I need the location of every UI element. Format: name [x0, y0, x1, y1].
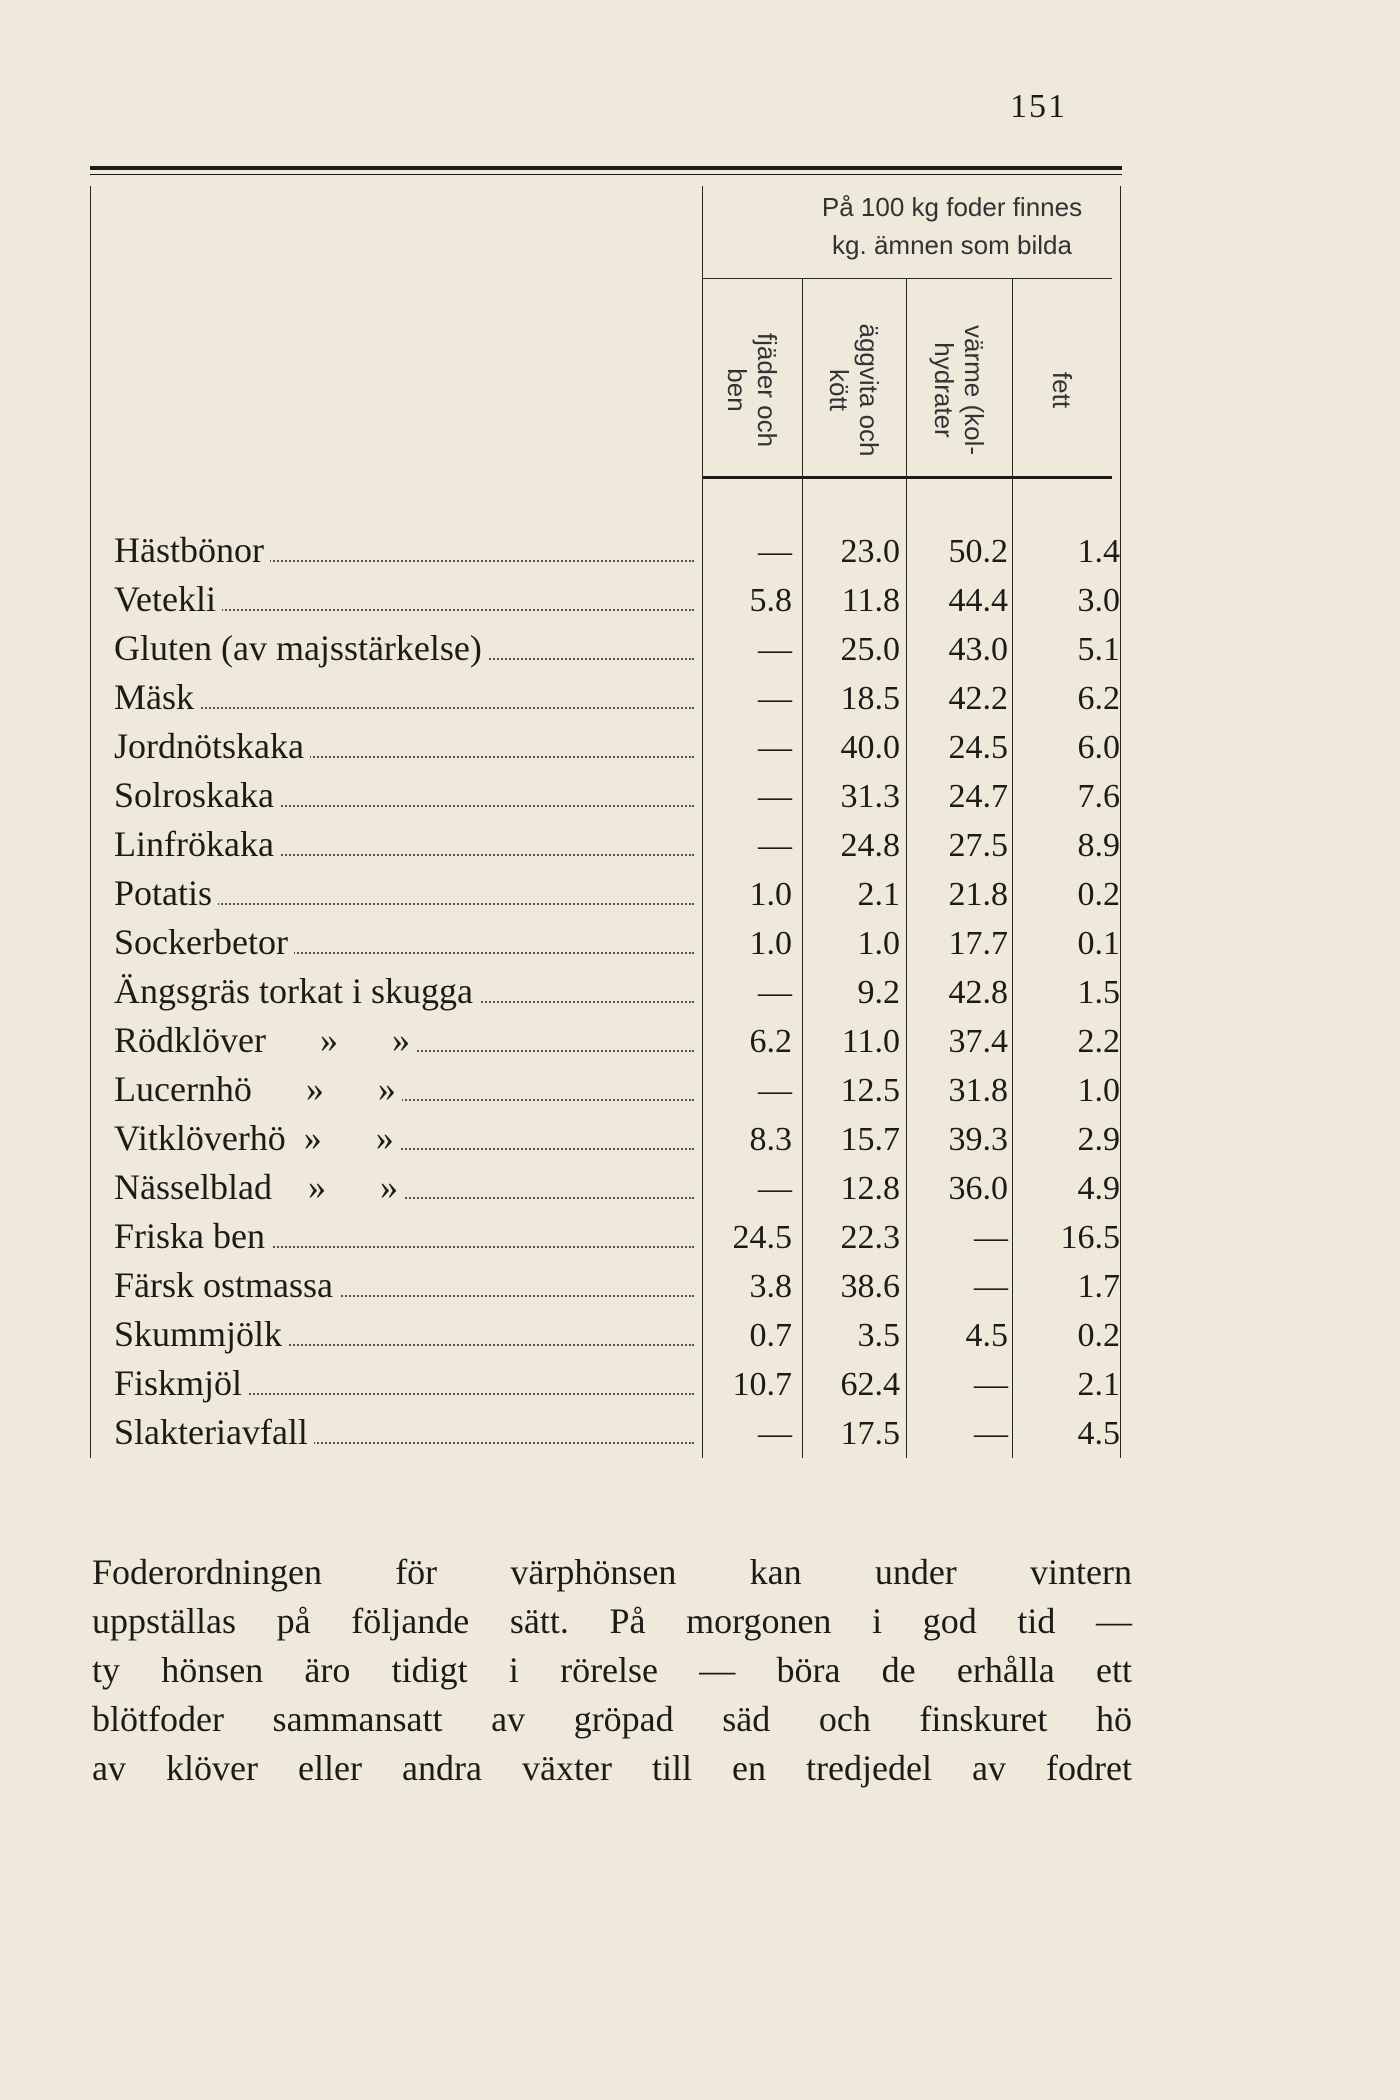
row-value: —	[974, 1415, 1008, 1452]
row-name	[114, 579, 704, 619]
row-value: 24.5	[948, 729, 1008, 766]
row-value: 17.5	[840, 1415, 900, 1452]
row-value: —	[758, 533, 792, 570]
row-name	[114, 677, 704, 717]
row-name-text: Friska ben	[114, 1216, 271, 1256]
row-name	[114, 1265, 704, 1305]
paragraph-line: blötfoder sammansatt av gröpad säd och finskuret hö	[92, 1699, 1132, 1739]
row-value: 10.7	[732, 1366, 792, 1403]
column-header-bone-label: fjäder och ben	[722, 332, 782, 448]
body-paragraph	[92, 1548, 1132, 1793]
row-value: 2.1	[857, 876, 900, 913]
table-row	[90, 969, 1122, 1015]
row-name-text: Mäsk	[114, 677, 200, 717]
row-name-text: Hästbönor	[114, 530, 270, 570]
row-value: 50.2	[948, 533, 1008, 570]
table-row	[90, 1361, 1122, 1407]
row-value: 1.0	[1077, 1072, 1120, 1109]
row-name-text: Gluten (av majsstärkelse)	[114, 628, 488, 668]
leader-dots	[114, 707, 694, 709]
row-name	[114, 1020, 704, 1060]
table-row	[90, 871, 1122, 917]
row-value: 5.1	[1077, 631, 1120, 668]
row-name-text: Vitklöverhö » »	[114, 1118, 400, 1158]
top-rule-thin	[90, 174, 1122, 175]
row-name	[114, 1314, 704, 1354]
row-value: 42.2	[948, 680, 1008, 717]
table-row	[90, 1018, 1122, 1064]
row-name-text: Färsk ostmassa	[114, 1265, 339, 1305]
row-value: 4.5	[1077, 1415, 1120, 1452]
row-value: 1.7	[1077, 1268, 1120, 1305]
table-row	[90, 1165, 1122, 1211]
row-name-text: Skummjölk	[114, 1314, 288, 1354]
paragraph-line: av klöver eller andra växter till en tredjedel av fodret	[92, 1748, 1132, 1788]
row-value: 9.2	[857, 974, 900, 1011]
row-value: —	[758, 974, 792, 1011]
row-value: 11.8	[841, 582, 900, 619]
table-row	[90, 1067, 1122, 1113]
row-value: —	[758, 827, 792, 864]
row-name-text: Sockerbetor	[114, 922, 294, 962]
row-value: 1.5	[1077, 974, 1120, 1011]
row-name	[114, 873, 704, 913]
column-header-carbohydrates	[906, 282, 1012, 498]
row-value: 5.8	[749, 582, 792, 619]
table-row	[90, 675, 1122, 721]
row-value: 7.6	[1077, 778, 1120, 815]
row-name-text: Ängsgräs torkat i skugga	[114, 971, 479, 1011]
column-header-fat	[1012, 282, 1112, 498]
row-value: 11.0	[841, 1023, 900, 1060]
row-value: 15.7	[840, 1121, 900, 1158]
table-row	[90, 773, 1122, 819]
table-row	[90, 1312, 1122, 1358]
row-value: 2.2	[1077, 1023, 1120, 1060]
table-row	[90, 577, 1122, 623]
row-name-text: Potatis	[114, 873, 218, 913]
row-name	[114, 628, 704, 668]
row-value: —	[758, 680, 792, 717]
row-value: 3.8	[749, 1268, 792, 1305]
page-number: 151	[1010, 88, 1067, 125]
row-name	[114, 726, 704, 766]
row-value: 0.1	[1077, 925, 1120, 962]
row-value: 3.5	[857, 1317, 900, 1354]
row-value: 18.5	[840, 680, 900, 717]
table-row	[90, 1214, 1122, 1260]
top-rule	[90, 166, 1122, 170]
column-header-carbohydrates-label: värme (kol- hydrater	[929, 324, 989, 456]
column-header-fat-label: fett	[1047, 371, 1077, 409]
row-value: —	[758, 1170, 792, 1207]
row-name	[114, 1118, 704, 1158]
row-value: 6.2	[1077, 680, 1120, 717]
row-value: 43.0	[948, 631, 1008, 668]
row-value: 42.8	[948, 974, 1008, 1011]
row-value: 40.0	[840, 729, 900, 766]
row-value: 2.1	[1077, 1366, 1120, 1403]
row-value: 24.8	[840, 827, 900, 864]
table-row	[90, 1263, 1122, 1309]
header-bottom-rule	[702, 476, 1112, 479]
row-name-text: Fiskmjöl	[114, 1363, 248, 1403]
row-name	[114, 971, 704, 1011]
table-row	[90, 822, 1122, 868]
row-name	[114, 775, 704, 815]
row-name-text: Nässelblad » »	[114, 1167, 404, 1207]
table-row	[90, 626, 1122, 672]
table-row	[90, 1410, 1122, 1456]
row-value: 31.8	[948, 1072, 1008, 1109]
row-name	[114, 824, 704, 864]
row-name-text: Jordnötskaka	[114, 726, 310, 766]
row-name	[114, 1216, 704, 1256]
row-value: 4.9	[1077, 1170, 1120, 1207]
row-name	[114, 1069, 704, 1109]
row-value: 27.5	[948, 827, 1008, 864]
row-value: 24.7	[948, 778, 1008, 815]
paragraph-line: Foderordningen för värphönsen kan under vintern	[92, 1552, 1132, 1592]
paragraph-line: uppställas på följande sätt. På morgonen i god tid —	[92, 1601, 1132, 1641]
table-header-line1: På 100 kg foder finnes	[821, 192, 1083, 222]
row-value: 37.4	[948, 1023, 1008, 1060]
row-name-text: Lucernhö » »	[114, 1069, 402, 1109]
row-value: 2.9	[1077, 1121, 1120, 1158]
row-value: 12.5	[840, 1072, 900, 1109]
row-value: —	[758, 1072, 792, 1109]
row-value: 8.9	[1077, 827, 1120, 864]
row-value: 3.0	[1077, 582, 1120, 619]
row-value: 36.0	[948, 1170, 1008, 1207]
row-value: 12.8	[840, 1170, 900, 1207]
row-value: 31.3	[840, 778, 900, 815]
table-row	[90, 724, 1122, 770]
row-value: 44.4	[948, 582, 1008, 619]
row-name-text: Solroskaka	[114, 775, 280, 815]
row-name-text: Vetekli	[114, 579, 222, 619]
row-value: —	[974, 1268, 1008, 1305]
row-value: 1.0	[749, 925, 792, 962]
paragraph-line: ty hönsen äro tidigt i rörelse — böra de erhålla ett	[92, 1650, 1132, 1690]
row-value: 17.7	[948, 925, 1008, 962]
column-header-protein-label: äggvita och kött	[824, 323, 884, 457]
row-name	[114, 1412, 704, 1452]
row-value: 21.8	[948, 876, 1008, 913]
row-value: 6.2	[749, 1023, 792, 1060]
row-value: —	[758, 631, 792, 668]
row-name	[114, 1167, 704, 1207]
row-value: 1.4	[1077, 533, 1120, 570]
row-value: —	[974, 1219, 1008, 1256]
row-value: 4.5	[965, 1317, 1008, 1354]
row-value: 0.7	[749, 1317, 792, 1354]
table-row	[90, 1116, 1122, 1162]
row-value: 25.0	[840, 631, 900, 668]
feed-composition-table	[90, 166, 1122, 1458]
row-value: 62.4	[840, 1366, 900, 1403]
row-name	[114, 1363, 704, 1403]
row-value: 22.3	[840, 1219, 900, 1256]
row-name-text: Rödklöver » »	[114, 1020, 416, 1060]
row-name-text: Linfrökaka	[114, 824, 280, 864]
row-name	[114, 922, 704, 962]
row-value: —	[974, 1366, 1008, 1403]
row-value: 1.0	[857, 925, 900, 962]
row-value: 16.5	[1060, 1219, 1120, 1256]
row-value: 24.5	[732, 1219, 792, 1256]
row-value: 8.3	[749, 1121, 792, 1158]
row-value: —	[758, 1415, 792, 1452]
row-value: 6.0	[1077, 729, 1120, 766]
table-row	[90, 528, 1122, 574]
header-divider	[702, 278, 1112, 279]
column-header-bone	[702, 282, 802, 498]
row-value: 38.6	[840, 1268, 900, 1305]
row-value: 39.3	[948, 1121, 1008, 1158]
row-value: 1.0	[749, 876, 792, 913]
row-value: 23.0	[840, 533, 900, 570]
row-value: 0.2	[1077, 1317, 1120, 1354]
row-name	[114, 530, 704, 570]
row-value: —	[758, 778, 792, 815]
column-header-protein	[802, 282, 906, 498]
table-header-line2: kg. ämnen som bilda	[832, 230, 1072, 260]
row-name-text: Slakteriavfall	[114, 1412, 314, 1452]
row-value: —	[758, 729, 792, 766]
row-value: 0.2	[1077, 876, 1120, 913]
table-row	[90, 920, 1122, 966]
